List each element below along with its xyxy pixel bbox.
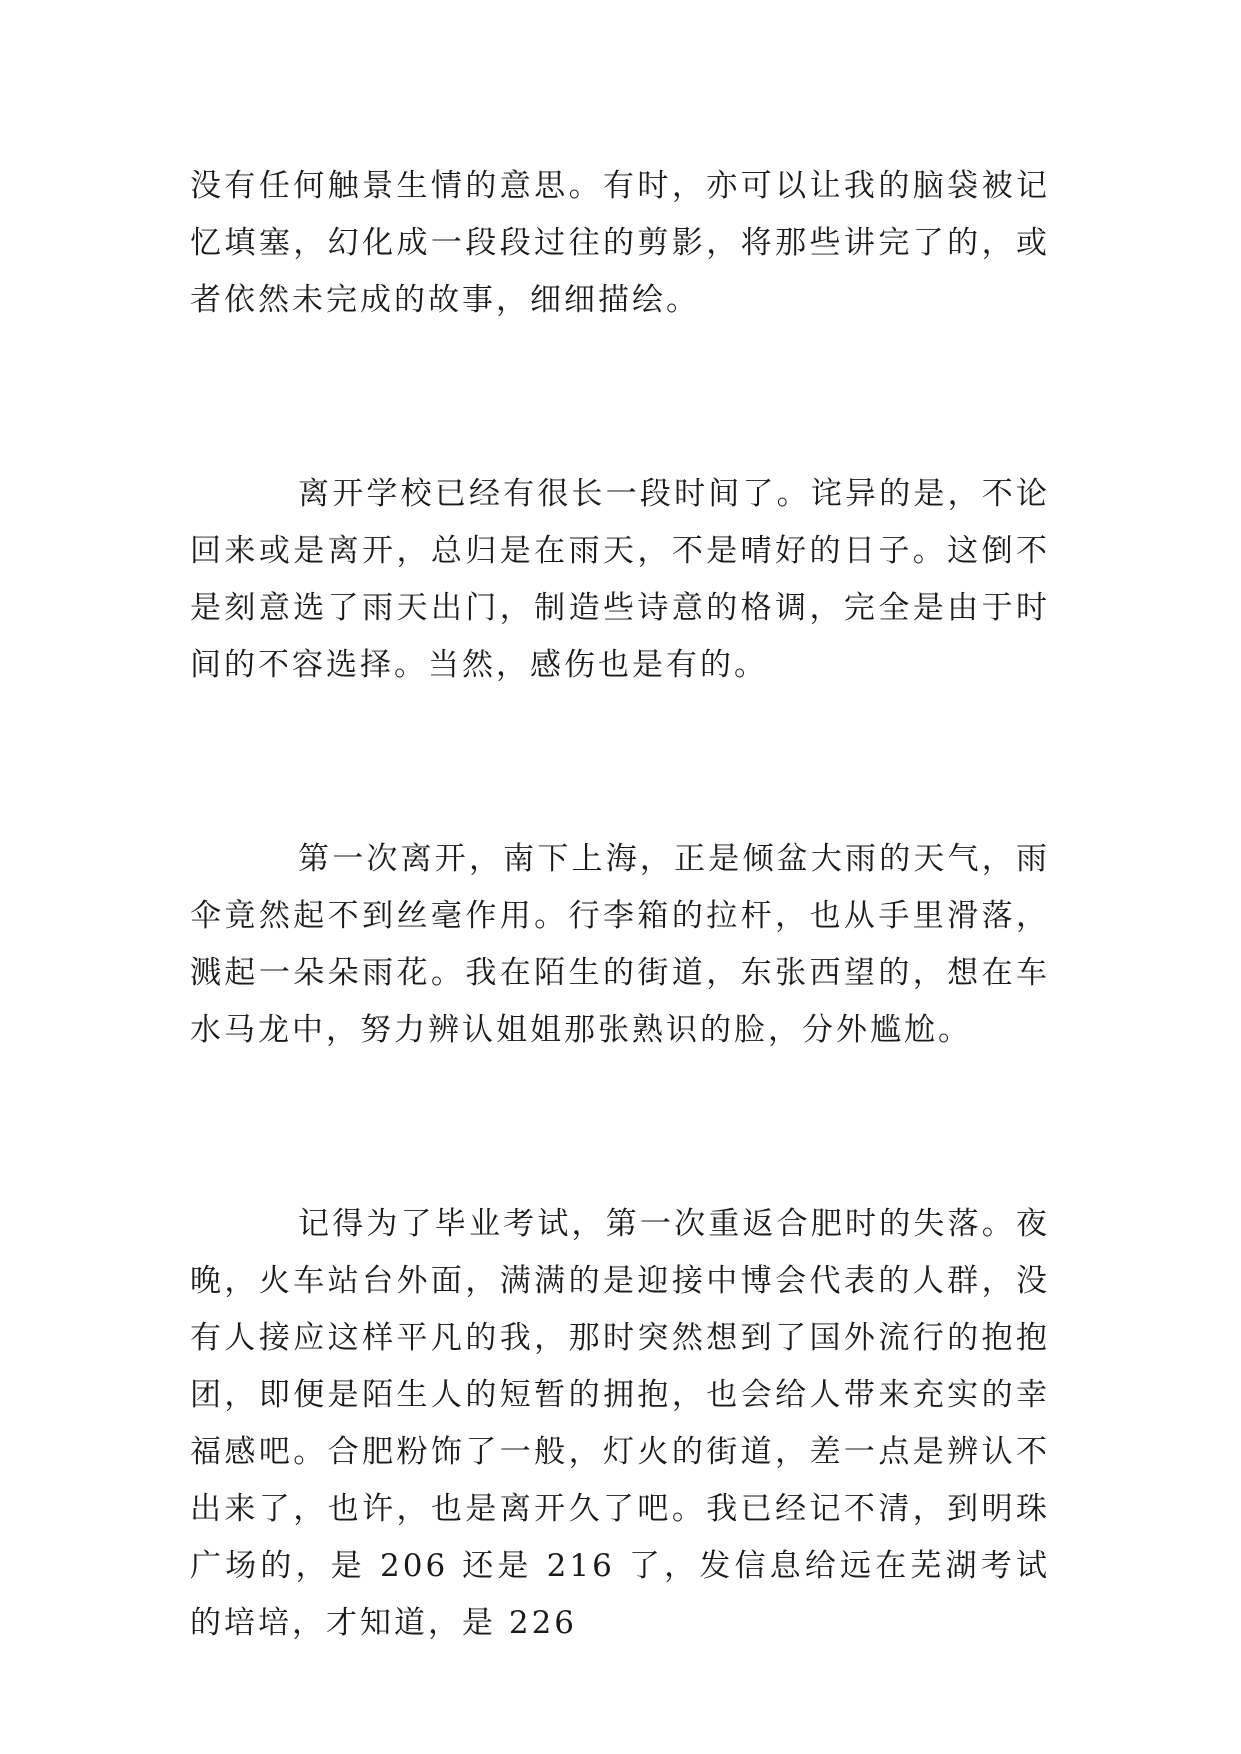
paragraph-gap	[190, 329, 1050, 466]
paragraph-3: 第一次离开，南下上海，正是倾盆大雨的天气，雨伞竟然起不到丝毫作用。行李箱的拉杆，也从手里滑落，溅起一朵朵雨花。我在陌生的街道，东张西望的，想在车水马龙中，努力辨认姐姐那张熟识的脸，分外尴尬。	[190, 841, 1050, 1048]
paragraph-4: 记得为了毕业考试，第一次重返合肥时的失落。夜晚，火车站台外面，满满的是迎接中博会代表的人群，没有人接应这样平凡的我，那时突然想到了国外流行的抱抱团，即便是陌生人的短暂的拥抱，也会给人带来充实的幸福感吧。合肥粉饰了一般，灯火的街道，差一点是辨认不出来了，也许，也是离开久了吧。我已经记不清，到明珠广场的，是 206 还是 216 了，发信息给远在芜湖考试的培培，才知道，是 226	[190, 1206, 1050, 1641]
paragraph-1: 没有任何触景生情的意思。有时，亦可以让我的脑袋被记忆填塞，幻化成一段段过往的剪影，将那些讲完了的，或者依然未完成的故事，细细描绘。	[190, 168, 1050, 318]
paragraph-gap	[190, 694, 1050, 831]
document-body	[190, 158, 1050, 1652]
paragraph-gap	[190, 1059, 1050, 1196]
paragraph-2: 离开学校已经有很长一段时间了。诧异的是，不论回来或是离开，总归是在雨天，不是晴好的日子。这倒不是刻意选了雨天出门，制造些诗意的格调，完全是由于时间的不容选择。当然，感伤也是有的。	[190, 476, 1050, 683]
